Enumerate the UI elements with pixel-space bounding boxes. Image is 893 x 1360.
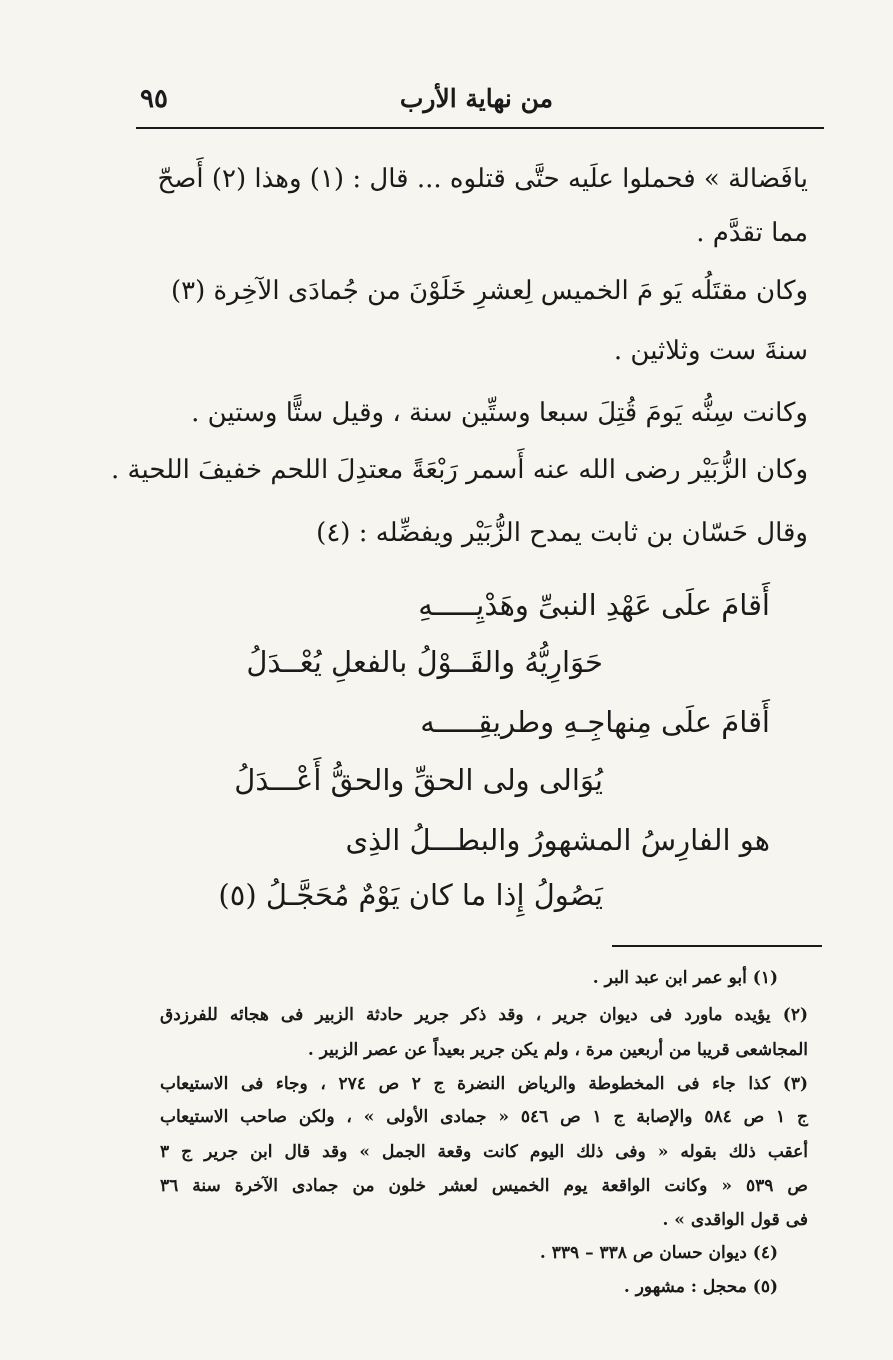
footnote-line: (٥) محجل : مشهور . xyxy=(623,1277,778,1297)
body-line: مما تقدَّم . xyxy=(696,218,808,248)
poem-verse: هو الفارِسُ المشهورُ والبطـــلُ الذِى xyxy=(345,823,770,857)
poem-verse: يُوَالى ولى الحقِّ والحقُّ أَعْـــدَلُ xyxy=(234,763,603,797)
poem-verse: أَقامَ علَى عَهْدِ النبىِّ وهَدْيِـــــهِ xyxy=(418,588,770,622)
footnote-line: المجاشعى قريبا من أربعين مرة ، ولم يكن جرير بعيداً عن عصر الزبير . xyxy=(307,1040,808,1060)
running-header-title: من نهاية الأرب xyxy=(399,84,553,113)
header-rule xyxy=(136,127,824,129)
footnote-line: (٣) كذا جاء فى المخطوطة والرياض النضرة ج ٢ ص ٢٧٤ ، وجاء فى الاستيعاب xyxy=(160,1074,809,1094)
footnote-rule xyxy=(612,945,822,947)
footnote-line: ص ٥٣٩ « وكانت الواقعة يوم الخميس لعشر خلون من جمادى الآخرة سنة ٣٦ xyxy=(160,1176,808,1196)
footnote-line: (١) أبو عمر ابن عبد البر . xyxy=(592,968,778,988)
footnote-line: فى قول الواقدى » . xyxy=(662,1210,808,1230)
footnote-line: أعقب ذلك بقوله « وفى ذلك اليوم كانت وقعة الجمل » وقد قال ابن جرير ج ٣ xyxy=(160,1142,808,1162)
page-number: ٩٥ xyxy=(140,84,168,114)
footnote-line: (٤) ديوان حسان ص ٣٣٨ – ٣٣٩ . xyxy=(539,1243,778,1263)
poem-verse: يَصُولُ إِذا ما كان يَوْمٌ مُحَجَّـلُ (٥) xyxy=(218,878,603,912)
body-line: وقال حَسّان بن ثابت يمدح الزُّبَيْر ويفضِّله : (٤) xyxy=(316,518,808,548)
footnote-line: ج ١ ص ٥٨٤ والإصابة ج ١ ص ٥٤٦ « جمادى الأولى » ، ولكن صاحب الاستيعاب xyxy=(160,1107,808,1127)
poem-verse: أَقامَ علَى مِنهاجِـهِ وطريقِـــــه xyxy=(420,705,770,739)
body-line: يافَضالة » فحملوا علَيه حتَّى قتلوه ... قال : (١) وهذا (٢) أَصحّ xyxy=(157,164,808,194)
body-line: وكانت سِنُّه يَومَ قُتِلَ سبعا وستِّين سنة ، وقيل ستًّا وستين . xyxy=(191,398,808,428)
body-line: سنةَ ست وثلاثين . xyxy=(613,336,808,366)
body-line: وكان مقتَلُه يَو مَ الخميس لِعشرِ خَلَوْنَ من جُمادَى الآخِرة (٣) xyxy=(170,276,808,306)
poem-verse: حَوَارِيُّهُ والقَــوْلُ بالفعلِ يُعْــدَلُ xyxy=(246,645,603,679)
footnote-line: (٢) يؤيده ماورد فى ديوان جرير ، وقد ذكر جرير حادثة الزبير فى هجائه للفرزدق xyxy=(160,1005,808,1025)
body-line: وكان الزُّبَيْر رضى الله عنه أَسمر رَبْعَةً معتدِلَ اللحم خفيفَ اللحية . xyxy=(111,455,808,485)
